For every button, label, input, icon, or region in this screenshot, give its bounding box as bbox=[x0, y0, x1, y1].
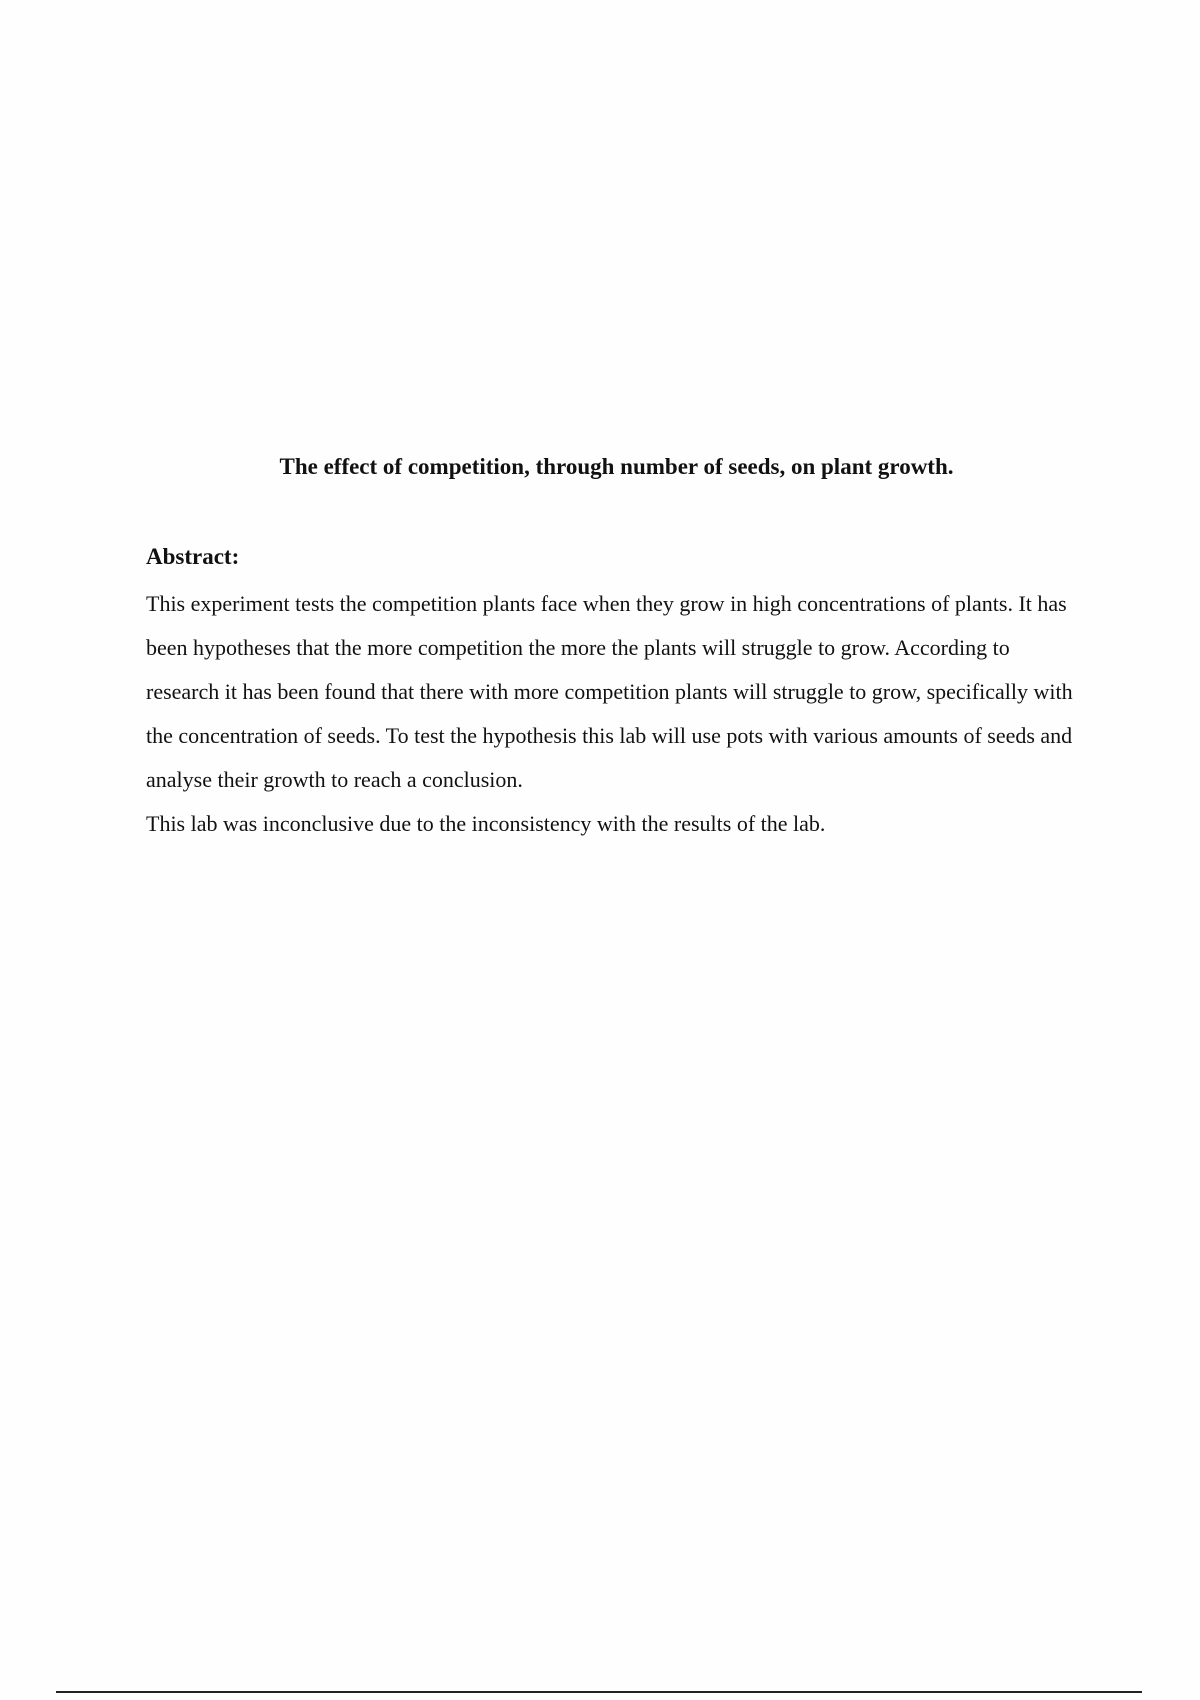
footer-rule bbox=[56, 1691, 1142, 1693]
document-title: The effect of competition, through number of seeds, on plant growth. bbox=[279, 454, 954, 479]
abstract-heading: Abstract: bbox=[146, 544, 240, 569]
abstract-conclusion: This lab was inconclusive due to the inconsistency with the results of the lab. bbox=[146, 811, 826, 836]
abstract-body bbox=[146, 582, 1086, 846]
abstract-paragraph: This experiment tests the competition plants face when they grow in high concentrations of plants. It has been hypotheses that the more competition the more the plants will struggle to grow. According to research it has been found that there with more competition plants will struggle to grow, specifically with the concentration of seeds. To test the hypothesis this lab will use pots with various amounts of seeds and analyse their growth to reach a conclusion. bbox=[146, 591, 1073, 792]
